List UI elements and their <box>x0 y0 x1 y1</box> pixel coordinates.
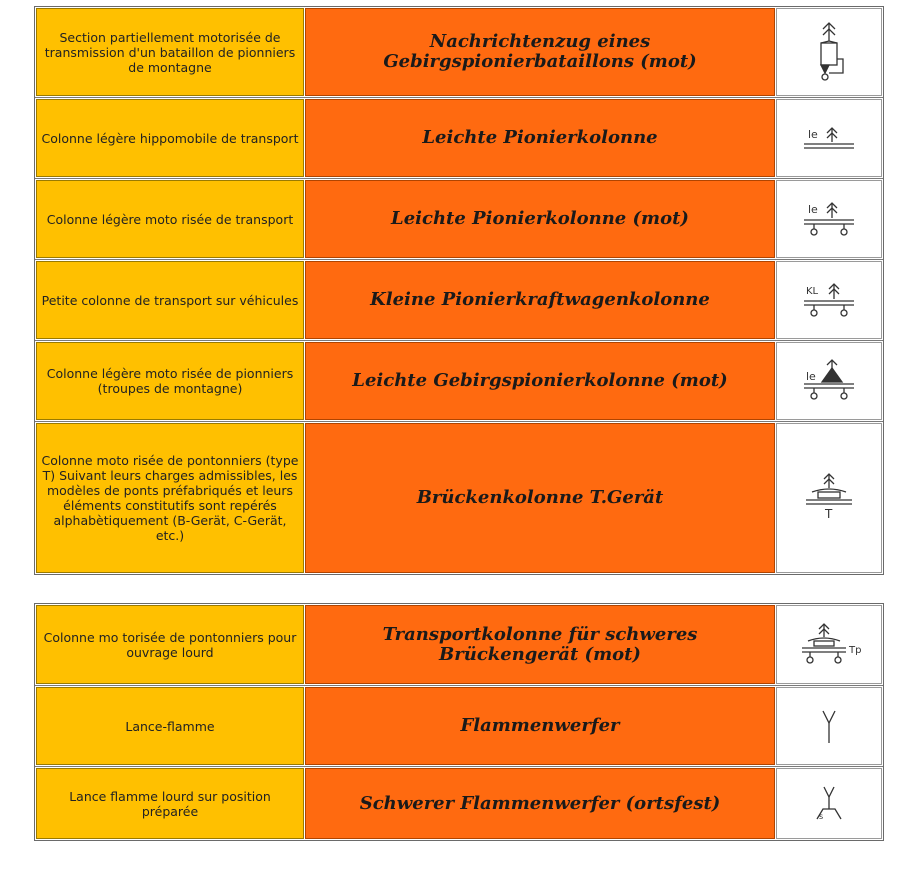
heavy-flamethrower-fixed-icon <box>776 768 882 839</box>
small-vehicle-column-icon <box>776 261 882 339</box>
svg-text:le: le <box>806 370 816 383</box>
french-description: Colonne légère hippomobile de transport <box>36 99 304 177</box>
french-description: Section partiellement motorisée de transmission d'un bataillon de pionniers de montagne <box>36 8 304 96</box>
table-row <box>35 766 883 840</box>
bridge-column-t-icon <box>776 423 882 573</box>
light-mountain-column-icon <box>776 342 882 420</box>
german-designation: Transportkolonne für schweres Brückengerät (mot) <box>305 605 775 684</box>
svg-text:le: le <box>808 128 818 141</box>
german-designation: Brückenkolonne T.Gerät <box>305 423 775 573</box>
mot-signal-section-icon <box>776 8 882 96</box>
svg-text:s: s <box>819 811 824 821</box>
table-row <box>35 340 883 421</box>
table-row <box>35 7 883 97</box>
german-designation: Kleine Pionierkraftwagenkolonne <box>305 261 775 339</box>
german-designation: Leichte Pionierkolonne <box>305 99 775 177</box>
light-horse-column-icon <box>776 99 882 177</box>
symbol-table-1 <box>34 6 884 575</box>
french-description: Colonne légère moto risée de pionniers (troupes de montagne) <box>36 342 304 420</box>
table-row <box>35 604 883 685</box>
french-description: Colonne légère moto risée de transport <box>36 180 304 258</box>
table-row <box>35 259 883 340</box>
german-designation: Leichte Gebirgspionierkolonne (mot) <box>305 342 775 420</box>
heavy-bridge-transport-icon <box>776 605 882 684</box>
french-description: Colonne mo torisée de pontonniers pour ouvrage lourd <box>36 605 304 684</box>
french-description: Colonne moto risée de pontonniers (type T) Suivant leurs charges admissibles, les modèles de ponts préfabriqués et leurs éléments constitutifs sont repérés alphabètiquement (B-Gerät, C-Gerät, etc.) <box>36 423 304 573</box>
german-designation: Leichte Pionierkolonne (mot) <box>305 180 775 258</box>
german-designation: Schwerer Flammenwerfer (ortsfest) <box>305 768 775 839</box>
german-designation: Nachrichtenzug eines Gebirgspionierbataillons (mot) <box>305 8 775 96</box>
french-description: Lance flamme lourd sur position préparée <box>36 768 304 839</box>
light-mot-column-icon <box>776 180 882 258</box>
table-row <box>35 685 883 766</box>
table-row <box>35 97 883 178</box>
table-row <box>35 178 883 259</box>
symbol-table-2 <box>34 603 884 841</box>
french-description: Lance-flamme <box>36 687 304 765</box>
german-designation: Flammenwerfer <box>305 687 775 765</box>
flamethrower-icon <box>776 687 882 765</box>
svg-text:T: T <box>825 507 833 521</box>
svg-text:le: le <box>808 203 818 216</box>
svg-text:Tp: Tp <box>849 644 862 656</box>
svg-text:KL: KL <box>806 286 819 297</box>
french-description: Petite colonne de transport sur véhicules <box>36 261 304 339</box>
table-row <box>35 421 883 574</box>
